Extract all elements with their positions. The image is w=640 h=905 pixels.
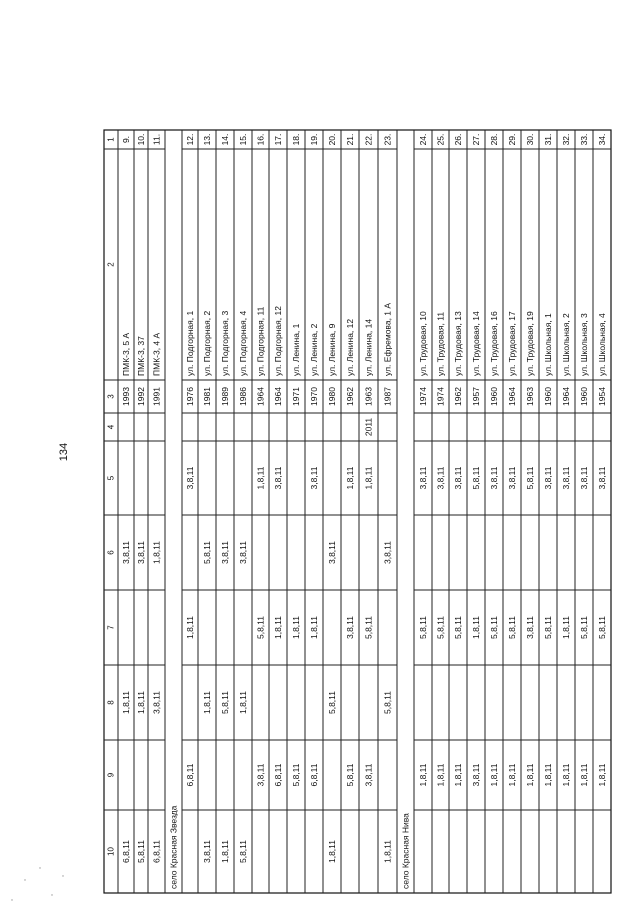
scan-speck: [62, 875, 63, 876]
cell-value: 1954: [597, 387, 607, 406]
cell-address: ул. Школьная, 4: [597, 313, 607, 376]
cell-value: 1974: [435, 387, 446, 406]
cell-address: ул. Трудовая, 11: [435, 311, 446, 376]
header-cell: 1: [106, 137, 116, 142]
cell-address: ул. Трудовая, 10: [418, 311, 428, 376]
cell-address: ул. Школьная, 2: [561, 313, 571, 376]
cell-address: ул. Ленина, 1: [291, 323, 301, 376]
cell-value: 1,8,11: [273, 615, 283, 640]
cell-value: 20.: [327, 133, 337, 146]
cell-value: 5,8,11: [525, 466, 535, 490]
cell-address: ул. Подгорная, 1: [185, 310, 195, 376]
cell-address: ул. Трудовая, 13: [453, 311, 463, 376]
cell-value: 5,8,11: [579, 615, 589, 640]
cell-address: ул. Подгорная, 11: [255, 306, 266, 376]
cell-value: 28.: [489, 133, 499, 146]
cell-value: 3,8,11: [273, 466, 283, 490]
cell-value: 5,8,11: [507, 615, 517, 640]
header-cell: 3: [106, 394, 116, 399]
header-cell: 8: [106, 700, 116, 705]
cell-value: 1989: [220, 387, 230, 406]
cell-value: 1,8,11: [345, 466, 355, 490]
cell-value: 1,8,11: [579, 763, 589, 787]
cell-value: 1963: [363, 387, 374, 406]
cell-value: 1,8,11: [151, 540, 162, 565]
header-cell: 10: [106, 847, 116, 856]
cell-value: 1970: [309, 387, 319, 406]
cell-value: 6,8,11: [151, 839, 162, 864]
cell-value: 25.: [435, 133, 446, 146]
cell-value: 3,8,11: [202, 839, 212, 864]
cell-address: ул. Подгорная, 3: [220, 310, 230, 376]
cell-value: 6,8,11: [121, 839, 131, 864]
cell-value: 3,8,11: [453, 466, 463, 490]
cell-value: 3,8,11: [543, 466, 553, 490]
cell-value: 1,8,11: [471, 615, 481, 640]
cell-value: 6,8,11: [185, 763, 195, 787]
cell-value: 5,8,11: [489, 615, 499, 640]
cell-value: 5,8,11: [255, 615, 266, 640]
cell-value: 1964: [507, 387, 517, 406]
cell-value: 1993: [121, 387, 131, 406]
section-title: село Красная Нива: [400, 813, 411, 889]
cell-value: 1960: [543, 387, 553, 406]
cell-value: 1,8,11: [435, 763, 446, 787]
cell-value: 1986: [238, 387, 248, 406]
cell-value: 3,8,11: [220, 540, 230, 565]
cell-value: 1962: [453, 387, 463, 406]
cell-value: 1,8,11: [382, 839, 393, 864]
cell-value: 30.: [525, 133, 535, 146]
page-number: 134: [58, 442, 70, 462]
cell-value: 1,8,11: [489, 763, 499, 787]
cell-value: 26.: [453, 133, 463, 146]
cell-address: ул. Трудовая, 14: [471, 311, 481, 376]
cell-value: 1964: [255, 387, 266, 406]
cell-value: 5,8,11: [291, 763, 301, 787]
cell-value: 1957: [471, 387, 481, 406]
cell-value: 3,8,11: [363, 763, 374, 787]
cell-value: 1980: [327, 387, 337, 406]
cell-value: 3,8,11: [489, 466, 499, 490]
cell-value: 1,8,11: [507, 763, 517, 787]
cell-value: 14.: [220, 133, 230, 146]
cell-value: 1,8,11: [597, 763, 607, 787]
cell-value: 1971: [291, 387, 301, 406]
header-cell: 7: [106, 625, 116, 630]
cell-value: 1987: [382, 387, 393, 406]
cell-value: 5,8,11: [345, 763, 355, 787]
cell-value: 1,8,11: [453, 763, 463, 787]
cell-value: 1962: [345, 387, 355, 406]
header-cell: 6: [106, 550, 116, 555]
cell-value: 12.: [185, 133, 195, 146]
cell-value: 1964: [561, 387, 571, 406]
cell-value: 2011: [363, 417, 374, 437]
cell-address: ул. Ефремова, 1 А: [382, 302, 393, 376]
cell-value: 1,8,11: [561, 615, 571, 640]
cell-address: ул. Ленина, 14: [363, 318, 374, 376]
scan-speck: [11, 899, 12, 900]
cell-value: 1,8,11: [185, 615, 195, 640]
header-cell: 5: [106, 475, 116, 481]
cell-value: 1992: [136, 387, 146, 406]
cell-value: 21.: [345, 133, 355, 146]
cell-value: 3,8,11: [121, 540, 131, 565]
cell-value: 1991: [151, 387, 162, 406]
cell-value: 1,8,11: [121, 690, 131, 715]
cell-value: 1,8,11: [238, 690, 248, 715]
cell-address: ул. Ленина, 2: [309, 323, 319, 376]
cell-value: 3,8,11: [327, 540, 337, 565]
cell-value: 22.: [363, 133, 374, 146]
cell-value: 3,8,11: [597, 466, 607, 490]
header-cell: 2: [106, 262, 116, 267]
cell-value: 16.: [255, 133, 266, 146]
cell-value: 5,8,11: [418, 615, 428, 640]
cell-value: 3,8,11: [525, 615, 535, 640]
cell-value: 1960: [579, 387, 589, 406]
cell-value: 3,8,11: [435, 466, 446, 490]
cell-value: 23.: [382, 133, 393, 146]
cell-value: 5,8,11: [327, 690, 337, 715]
cell-value: 11.: [151, 133, 162, 146]
cell-value: 1,8,11: [363, 466, 374, 490]
cell-value: 10.: [136, 133, 146, 146]
cell-value: 3,8,11: [471, 763, 481, 787]
cell-value: 9.: [121, 135, 131, 144]
cell-value: 31.: [543, 133, 553, 146]
cell-value: 3,8,11: [507, 466, 517, 490]
cell-value: 1,8,11: [220, 839, 230, 864]
cell-value: 5,8,11: [543, 615, 553, 640]
cell-value: 1,8,11: [543, 763, 553, 787]
cell-value: 5,8,11: [382, 690, 393, 715]
cell-value: 1,8,11: [309, 615, 319, 640]
cell-address: ПМК-3, 5 А: [121, 332, 131, 376]
cell-value: 3,8,11: [136, 540, 146, 565]
cell-value: 1976: [185, 387, 195, 406]
cell-value: 5,8,11: [363, 615, 374, 640]
cell-value: 1,8,11: [327, 839, 337, 864]
header-cell: 4: [106, 424, 116, 430]
cell-value: 15.: [238, 133, 248, 146]
cell-value: 29.: [507, 133, 517, 146]
cell-address: ул. Подгорная, 12: [273, 306, 283, 376]
cell-value: 1981: [202, 387, 212, 406]
cell-value: 1,8,11: [561, 763, 571, 787]
cell-value: 32.: [561, 133, 571, 146]
cell-value: 1963: [525, 387, 535, 406]
cell-value: 5,8,11: [597, 615, 607, 640]
cell-value: 3,8,11: [382, 540, 393, 565]
cell-value: 1,8,11: [525, 763, 535, 787]
cell-value: 18.: [291, 133, 301, 146]
cell-value: 6,8,11: [309, 763, 319, 787]
scan-speck: [24, 879, 25, 880]
scan-speck: [51, 894, 52, 895]
cell-value: 3,8,11: [418, 466, 428, 490]
cell-address: ПМК-3, 37: [136, 336, 146, 376]
cell-value: 5,8,11: [136, 839, 146, 864]
cell-value: 3,8,11: [561, 466, 571, 490]
cell-value: 6,8,11: [273, 763, 283, 787]
cell-value: 3,8,11: [255, 763, 266, 787]
cell-value: 1,8,11: [291, 615, 301, 640]
cell-value: 1,8,11: [255, 466, 266, 490]
cell-value: 5,8,11: [238, 839, 248, 864]
cell-value: 3,8,11: [579, 466, 589, 490]
cell-address: ул. Трудовая, 17: [507, 311, 517, 376]
cell-address: ул. Трудовая, 16: [489, 311, 499, 376]
cell-value: 34.: [597, 133, 607, 146]
cell-address: ул. Ленина, 9: [327, 323, 337, 376]
header-cell: 9: [106, 772, 116, 778]
cell-address: ПМК-3, 4 А: [151, 332, 162, 376]
cell-address: ул. Трудовая, 19: [525, 311, 535, 376]
cell-value: 5,8,11: [471, 466, 481, 490]
cell-value: 19.: [309, 133, 319, 146]
cell-address: ул. Ленина, 12: [345, 318, 355, 376]
scan-speck: [39, 867, 40, 868]
cell-value: 17.: [273, 133, 283, 146]
cell-address: ул. Школьная, 1: [543, 313, 553, 376]
cell-value: 1960: [489, 387, 499, 406]
cell-value: 5,8,11: [435, 615, 446, 640]
cell-value: 5,8,11: [453, 615, 463, 640]
cell-value: 33.: [579, 133, 589, 146]
cell-value: 3,8,11: [185, 466, 195, 490]
cell-address: ул. Подгорная, 2: [202, 310, 212, 376]
cell-value: 3,8,11: [151, 690, 162, 715]
cell-value: 13.: [202, 133, 212, 146]
cell-value: 1,8,11: [202, 690, 212, 715]
cell-value: 1974: [418, 387, 428, 406]
cell-value: 1,8,11: [136, 690, 146, 715]
cell-value: 3,8,11: [238, 540, 248, 565]
cell-address: ул. Школьная, 3: [579, 313, 589, 376]
cell-value: 27.: [471, 133, 481, 146]
cell-value: 3,8,11: [309, 466, 319, 490]
section-title: село Красная Звезда: [168, 805, 179, 889]
cell-value: 3,8,11: [345, 615, 355, 640]
cell-value: 1,8,11: [418, 763, 428, 787]
cell-value: 5,8,11: [202, 540, 212, 565]
cell-value: 5,8,11: [220, 690, 230, 715]
cell-value: 1964: [273, 387, 283, 406]
cell-value: 24.: [418, 133, 428, 146]
cell-address: ул. Подгорная, 4: [238, 310, 248, 376]
